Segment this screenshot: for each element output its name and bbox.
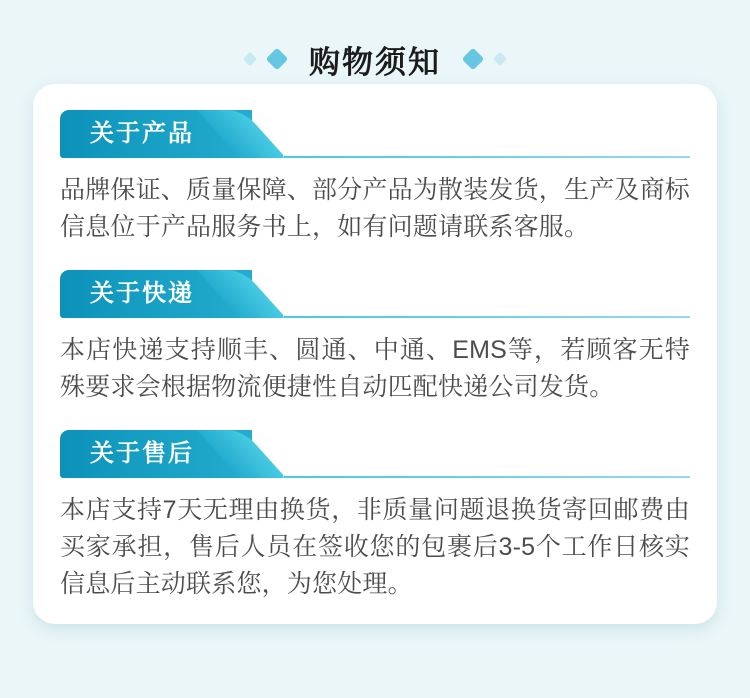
notice-card bbox=[33, 84, 717, 624]
page-title: 购物须知 bbox=[309, 44, 441, 80]
section-banner bbox=[60, 430, 690, 478]
section-banner bbox=[60, 270, 690, 318]
section-about-aftersale bbox=[60, 430, 690, 603]
section-heading: 关于产品 bbox=[90, 120, 194, 147]
section-heading: 关于快递 bbox=[90, 280, 194, 307]
section-banner bbox=[60, 110, 690, 158]
diamond-large-icon bbox=[266, 48, 289, 71]
page-header bbox=[0, 0, 750, 84]
section-heading: 关于售后 bbox=[90, 440, 194, 467]
section-about-product bbox=[60, 110, 690, 246]
diamond-large-icon bbox=[462, 48, 485, 71]
section-divider bbox=[284, 316, 690, 318]
section-body-text: 本店支持7天无理由换货，非质量问题退换货寄回邮费由买家承担，售后人员在签收您的包裹后3-5个工作日核实信息后主动联系您，为您处理。 bbox=[60, 496, 690, 598]
section-divider bbox=[284, 156, 690, 158]
section-about-shipping bbox=[60, 270, 690, 406]
diamond-small-icon bbox=[493, 52, 507, 66]
section-body-text: 品牌保证、质量保障、部分产品为散装发货，生产及商标信息位于产品服务书上，如有问题请联系客服。 bbox=[60, 176, 691, 241]
section-divider bbox=[284, 476, 690, 478]
section-body-text: 本店快递支持顺丰、圆通、中通、EMS等，若顾客无特殊要求会根据物流便捷性自动匹配快递公司发货。 bbox=[60, 336, 690, 401]
diamond-small-icon bbox=[243, 52, 257, 66]
